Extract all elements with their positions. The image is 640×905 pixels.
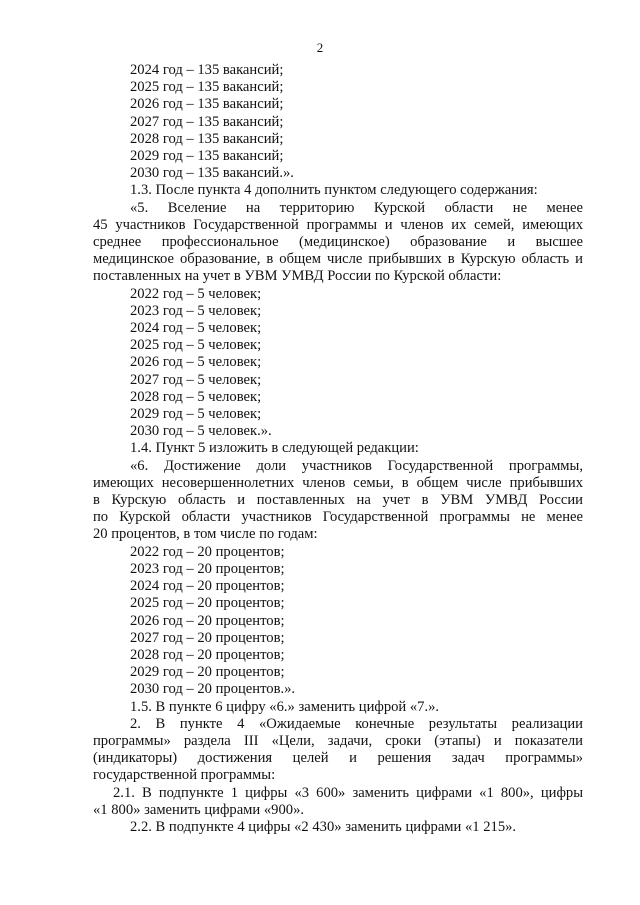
page-number: 2 bbox=[316, 40, 324, 55]
person-line-2026: 2026 год – 5 человек; bbox=[130, 354, 262, 371]
item-5-line-1: «5. Вселение на территорию Курской области не менее bbox=[130, 199, 583, 216]
person-line-2030: 2030 год – 5 человек.». bbox=[130, 423, 272, 440]
person-line-2027: 2027 год – 5 человек; bbox=[130, 371, 262, 388]
item-1-5: 1.5. В пункте 6 цифру «6.» заменить цифрой «7.». bbox=[130, 698, 440, 715]
person-line-2029: 2029 год – 5 человек; bbox=[130, 406, 262, 423]
item-2-line-4: государственной программы: bbox=[93, 767, 276, 784]
person-line-2028: 2028 год – 5 человек; bbox=[130, 388, 262, 405]
document-body bbox=[93, 62, 583, 836]
person-line-2025: 2025 год – 5 человек; bbox=[130, 337, 262, 354]
item-5-line-3: среднее профессиональное (медицинское) образование и высшее bbox=[93, 234, 583, 251]
vacancy-line-2024: 2024 год – 135 вакансий; bbox=[130, 62, 284, 78]
item-6-line-2: имеющих несовершеннолетних членов семьи, в общем числе прибывших bbox=[93, 474, 583, 491]
item-2-line-2: программы» раздела III «Цели, задачи, сроки (этапы) и показатели bbox=[93, 732, 583, 749]
percent-line-2026: 2026 год – 20 процентов; bbox=[130, 612, 285, 629]
percent-line-2022: 2022 год – 20 процентов; bbox=[130, 543, 285, 560]
item-6-line-3: в Курскую область и поставленных на учет в УВМ УМВД России bbox=[93, 492, 583, 509]
vacancy-line-2026: 2026 год – 135 вакансий; bbox=[130, 96, 284, 113]
item-6-line-5: 20 процентов, в том числе по годам: bbox=[93, 526, 318, 543]
percent-line-2027: 2027 год – 20 процентов; bbox=[130, 629, 285, 646]
item-2-1-line-2: «1 800» заменить цифрами «900». bbox=[93, 801, 305, 818]
item-2-1-line-1: 2.1. В подпункте 1 цифры «3 600» заменить цифрами «1 800», цифры bbox=[113, 784, 583, 801]
item-6-line-1: «6. Достижение доли участников Государственной программы, bbox=[130, 457, 583, 474]
percent-line-2029: 2029 год – 20 процентов; bbox=[130, 664, 285, 681]
vacancy-line-2030: 2030 год – 135 вакансий.». bbox=[130, 165, 294, 182]
percent-line-2028: 2028 год – 20 процентов; bbox=[130, 646, 285, 663]
vacancy-line-2028: 2028 год – 135 вакансий; bbox=[130, 130, 284, 147]
percent-line-2025: 2025 год – 20 процентов; bbox=[130, 595, 285, 612]
vacancy-line-2025: 2025 год – 135 вакансий; bbox=[130, 79, 284, 96]
percent-line-2023: 2023 год – 20 процентов; bbox=[130, 560, 285, 577]
item-2-line-1: 2. В пункте 4 «Ожидаемые конечные результаты реализации bbox=[130, 715, 583, 732]
item-1-3: 1.3. После пункта 4 дополнить пунктом следующего содержания: bbox=[130, 182, 538, 199]
percent-line-2024: 2024 год – 20 процентов; bbox=[130, 578, 285, 595]
item-5-line-5: поставленных на учет в УВМ УМВД России по Курской области: bbox=[93, 268, 502, 285]
person-line-2024: 2024 год – 5 человек; bbox=[130, 320, 262, 337]
person-line-2022: 2022 год – 5 человек; bbox=[130, 285, 262, 302]
item-2-line-3: (индикаторы) достижения целей и решения задач программы» bbox=[93, 750, 583, 767]
item-6-line-4: по Курской области участников Государственной программы не менее bbox=[93, 509, 583, 526]
item-5-line-2: 45 участников Государственной программы и членов их семей, имеющих bbox=[93, 216, 583, 233]
item-5-line-4: медицинское образование, в общем числе прибывших в Курскую область и bbox=[93, 251, 583, 268]
vacancy-line-2027: 2027 год – 135 вакансий; bbox=[130, 113, 284, 130]
percent-line-2030: 2030 год – 20 процентов.». bbox=[130, 681, 296, 698]
item-1-4: 1.4. Пункт 5 изложить в следующей редакции: bbox=[130, 440, 419, 457]
vacancy-line-2029: 2029 год – 135 вакансий; bbox=[130, 148, 284, 165]
person-line-2023: 2023 год – 5 человек; bbox=[130, 302, 262, 319]
item-2-2: 2.2. В подпункте 4 цифры «2 430» заменить цифрами «1 215». bbox=[130, 818, 517, 835]
